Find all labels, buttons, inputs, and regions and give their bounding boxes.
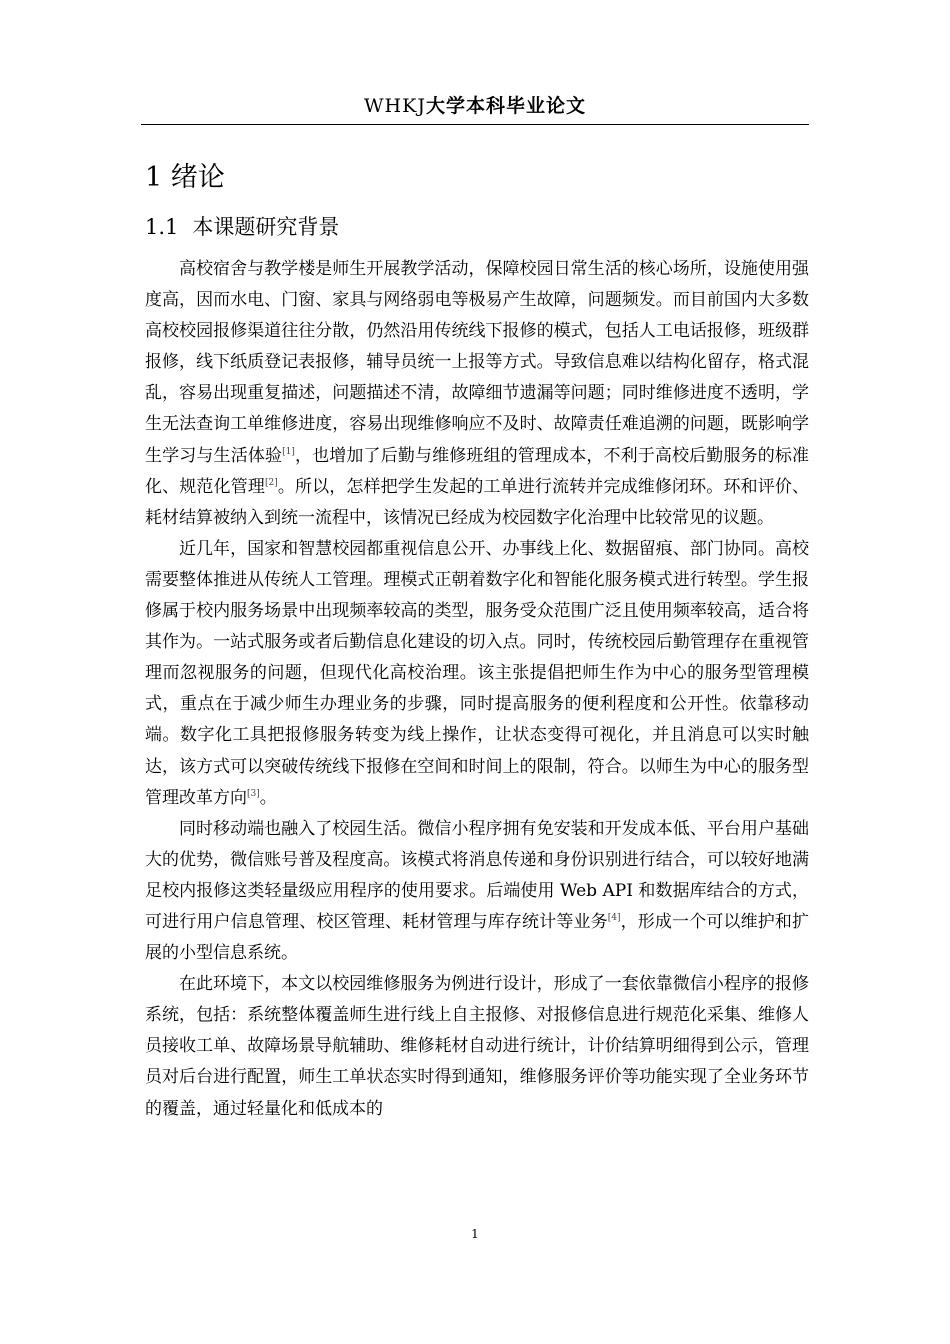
header-rule <box>141 124 809 125</box>
paragraph-text: 。所以，怎样把学生发起的工单进行流转并完成维修闭环。环和评价、耗材结算被纳入到统一流程中，该情况已经成为校园数字化治理中比较常见的议题。 <box>145 476 810 528</box>
paragraph-text: ，形成一个可以维护和扩展的小型信息系统。 <box>145 911 810 964</box>
citation-marker: [3] <box>247 788 260 799</box>
chapter-title: 1 绪论 <box>145 162 225 193</box>
section-title <box>145 210 339 244</box>
body-paragraph <box>145 254 809 534</box>
body-text <box>145 254 809 1125</box>
paragraph-text: 同时移动端也融入了校园生活。微信小程序拥有免安装和开发成本低、平台用户基础大的优势，微信账号普及程度高。该模式将消息传递和身份识别进行结合，可以较好地满足校内报修这类轻量级应用程序的使用要求。后端使用 Web API 和数据库结合的方式，可进行用户信息管理、校区管理、耗材管理与库存统计等业务 <box>145 818 809 932</box>
body-paragraph <box>145 969 809 1124</box>
page-number: 1 <box>471 1227 479 1241</box>
citation-marker: [4] <box>607 912 621 923</box>
body-paragraph <box>145 534 809 814</box>
citation-marker: [1] <box>282 446 295 457</box>
citation-marker: [2] <box>264 477 278 488</box>
section-heading: 本课题研究背景 <box>192 215 340 239</box>
paragraph-text: 近几年，国家和智慧校园都重视信息公开、办事线上化、数据留痕、部门协同。高校需要整体推进从传统人工管理。理模式正朝着数字化和智能化服务模式进行转型。学生报修属于校内服务场景中出现频率较高的类型，服务受众范围广泛且使用频率较高，适合将其作为。一站式服务或者后勤信息化建设的切入点。同时，传统校园后勤管理存在重视管理而忽视服务的问题，但现代化高校治理。该主张提倡把师生作为中心的服务型管理模式，重点在于减少师生办理业务的步骤，同时提高服务的便利程度和公开性。依靠移动端。数字化工具把报修服务转变为线上操作，让状态变得可视化，并且消息可以实时触达，该方式可以突破传统线下报修在空间和时间上的限制，符合。以师生为中心的服务型管理改革方向 <box>145 538 809 808</box>
paragraph-text: 。 <box>259 787 277 808</box>
paragraph-text: 高校宿舍与教学楼是师生开展教学活动，保障校园日常生活的核心场所，设施使用强度高，因而水电、门窗、家具与网络弱电等极易产生故障，问题频发。而目前国内大多数高校校园报修渠道往往分散，仍然沿用传统线下报修的模式，包括人工电话报修，班级群报修，线下纸质登记表报修，辅导员统一上报等方式。导致信息难以结构化留存，格式混乱，容易出现重复描述，问题描述不清，故障细节遗漏等问题；同时维修进度不透明，学生无法查询工单维修进度，容易出现维修响应不及时、故障责任难追溯的问题，既影响学生学习与生活体验 <box>145 259 809 466</box>
header-title: 大学本科毕业论文 <box>425 95 586 117</box>
paragraph-text: ，也增加了后勤与维修班组的管理成本，不利于高校后勤服务的标准化、规范化管理 <box>145 445 810 497</box>
paragraph-text: 在此环境下，本文以校园维修服务为例进行设计，形成了一套依靠微信小程序的报修系统，包括：系统整体覆盖师生进行线上自主报修、对报修信息进行规范化采集、维修人员接收工单、故障场景导航辅助、维修耗材自动进行统计，计价结算明细得到公示，管理员对后台进行配置，师生工单状态实时得到通知，维修服务评价等功能实现了全业务环节的覆盖，通过轻量化和低成本的 <box>145 974 809 1119</box>
header-prefix: WHKJ <box>364 95 426 117</box>
running-header <box>141 93 809 119</box>
body-paragraph <box>145 814 809 969</box>
section-number: 1.1 <box>145 215 179 239</box>
